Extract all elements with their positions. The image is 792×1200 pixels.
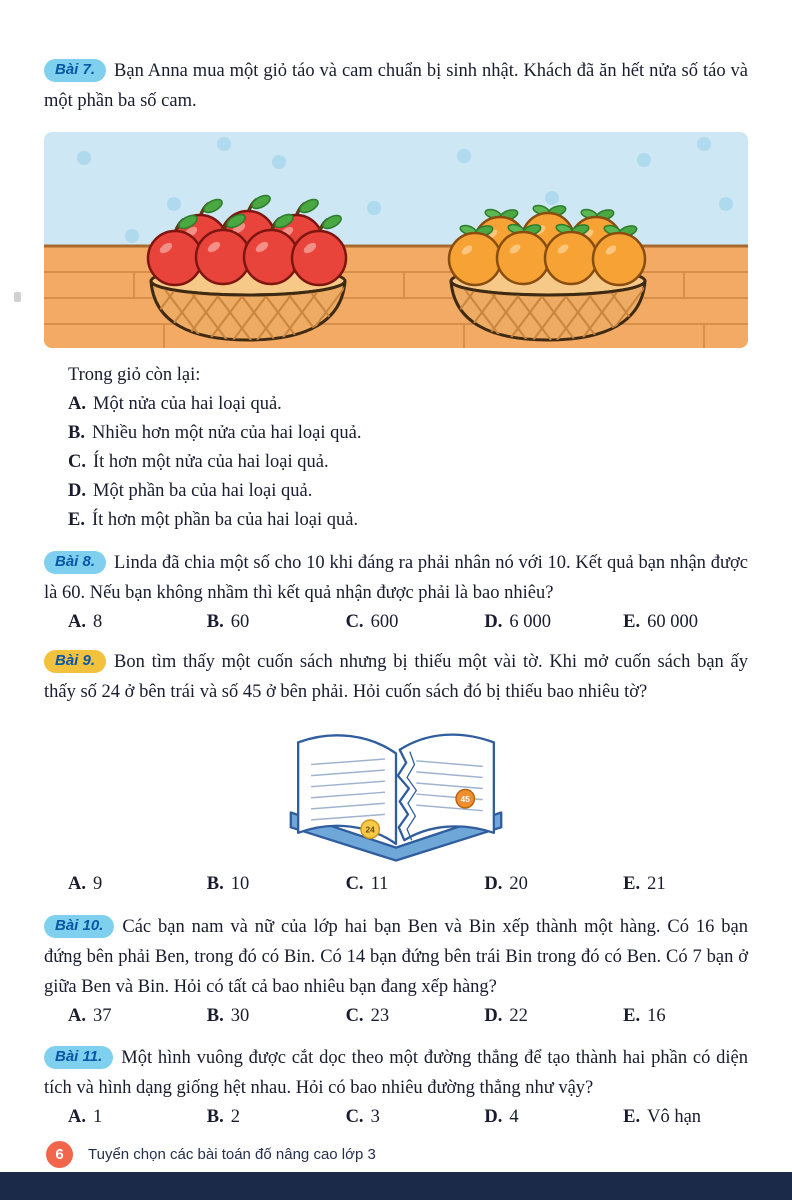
page-number-badge: 6	[46, 1141, 73, 1168]
answer-option	[346, 608, 485, 637]
option-label: B.	[206, 1006, 224, 1027]
option-value: 6 000	[509, 612, 551, 632]
option-value: 30	[230, 1006, 250, 1027]
answer-option	[207, 1103, 346, 1132]
page-number-24	[361, 820, 379, 838]
option-value: 60 000	[647, 612, 698, 632]
answer-option	[68, 608, 207, 637]
problem-statement	[44, 1043, 748, 1103]
option-value: 2	[230, 1107, 240, 1128]
answer-option	[623, 608, 748, 637]
option-value: Vô hạn	[647, 1107, 702, 1128]
problem-text: Các bạn nam và nữ của lớp hai bạn Ben và Bin xếp thành một hàng. Có 16 bạn đứng bên phải Ben, trong đó có Bin. Có 14 bạn đứng bên trái Bin trong đó có Ben. Có 7 bạn ở giữa Ben và Bin. Hỏi có tất cả bao nhiêu bạn đang xếp hàng?	[44, 917, 748, 998]
option-label: E.	[623, 612, 641, 632]
option-label: D.	[484, 612, 503, 632]
option-value: 9	[93, 874, 103, 895]
answer-option	[484, 1002, 623, 1031]
option-value: 21	[647, 874, 666, 895]
option-value: Một phần ba của hai loại quả.	[93, 481, 313, 501]
problem-badge: Bài 11.	[44, 1046, 113, 1069]
option-label: C.	[345, 1006, 364, 1027]
answer-option	[623, 1002, 748, 1031]
problem-text: Một hình vuông được cắt dọc theo một đường thẳng để tạo thành hai phần có diện tích và hình dạng giống hệt nhau. Hỏi có bao nhiêu đường thẳng như vậy?	[44, 1048, 748, 1099]
answer-option	[68, 506, 748, 535]
answer-option	[346, 1002, 485, 1031]
fruit-baskets-svg	[44, 132, 748, 348]
problem-text: Bạn Anna mua một giỏ táo và cam chuẩn bị sinh nhật. Khách đã ăn hết nửa số táo và một phần ba số cam.	[44, 61, 748, 111]
options-intro: Trong giỏ còn lại:	[68, 365, 201, 385]
option-label: D.	[484, 874, 503, 895]
problem-statement	[44, 548, 748, 608]
option-value: 16	[647, 1006, 666, 1027]
problem-11	[44, 1043, 748, 1132]
option-label: A.	[68, 874, 86, 895]
option-label: E.	[623, 874, 641, 895]
answer-option	[346, 1103, 485, 1132]
problem-text: Bon tìm thấy một cuốn sách nhưng bị thiếu một vài tờ. Khi mở cuốn sách bạn ấy thấy số 24 ở bên trái và số 45 ở bên phải. Hỏi cuốn sách đó bị thiếu bao nhiêu tờ?	[44, 652, 748, 702]
answer-option	[68, 1103, 207, 1132]
answer-options-row	[44, 1103, 748, 1132]
option-value: 37	[93, 1006, 112, 1027]
answer-option	[68, 1002, 207, 1031]
option-label: D.	[484, 1006, 503, 1027]
problem-statement	[44, 647, 748, 707]
answer-options-list	[44, 390, 748, 535]
answer-option	[484, 1103, 623, 1132]
option-label: D.	[484, 1107, 503, 1128]
answer-option	[68, 390, 748, 419]
option-label: D.	[68, 481, 86, 501]
problem-badge: Bài 8.	[44, 551, 106, 574]
print-artifact	[14, 292, 21, 302]
answer-option	[68, 448, 748, 477]
page-number-45	[456, 789, 474, 807]
svg-text:24: 24	[365, 824, 375, 835]
fruit-baskets-illustration	[44, 132, 748, 348]
problem-statement	[44, 56, 748, 116]
answer-option	[68, 419, 748, 448]
option-label: C.	[345, 874, 364, 895]
option-value: 8	[93, 612, 103, 632]
option-value: 4	[509, 1107, 519, 1128]
option-value: 20	[509, 874, 528, 895]
option-label: A.	[68, 394, 86, 414]
answer-option	[68, 870, 207, 899]
problem-badge: Bài 7.	[44, 59, 106, 82]
option-value: 60	[230, 612, 250, 632]
answer-option	[484, 608, 623, 637]
bottom-bar	[0, 1172, 792, 1200]
option-label: E.	[623, 1006, 641, 1027]
problem-7	[44, 56, 748, 535]
option-value: 10	[230, 874, 250, 895]
option-label: B.	[206, 1107, 224, 1128]
option-value: Nhiều hơn một nửa của hai loại quả.	[91, 423, 362, 443]
answer-option	[623, 870, 748, 899]
option-label: B.	[68, 423, 85, 443]
option-label: E.	[68, 510, 85, 530]
option-value: 1	[93, 1107, 103, 1128]
option-label: C.	[345, 612, 364, 632]
answer-option	[346, 870, 485, 899]
problem-text: Linda đã chia một số cho 10 khi đáng ra phải nhân nó với 10. Kết quả bạn nhận được là 60. Nếu bạn không nhầm thì kết quả nhận được phải là bao nhiêu?	[44, 553, 748, 603]
option-label: A.	[68, 612, 86, 632]
answer-option	[207, 608, 346, 637]
problem-statement	[44, 912, 748, 1002]
answer-option	[207, 1002, 346, 1031]
option-label: C.	[68, 452, 86, 472]
option-value: 22	[509, 1006, 528, 1027]
option-label: B.	[206, 874, 224, 895]
answer-options-row	[44, 1002, 748, 1031]
option-value: 11	[370, 874, 389, 895]
option-label: E.	[623, 1107, 641, 1128]
svg-text:45: 45	[460, 793, 470, 804]
option-value: 3	[370, 1107, 380, 1128]
option-label: C.	[345, 1107, 364, 1128]
page-footer	[46, 1141, 376, 1168]
problem-9	[44, 647, 748, 899]
footer-title: Tuyển chọn các bài toán đố nâng cao lớp 3	[88, 1146, 376, 1163]
answer-option	[207, 870, 346, 899]
option-value: 600	[370, 612, 399, 632]
torn-book-svg	[276, 711, 516, 866]
answer-option	[484, 870, 623, 899]
problem-10	[44, 912, 748, 1031]
problem-badge: Bài 9.	[44, 650, 106, 673]
answer-options-row	[44, 608, 748, 637]
answer-option	[623, 1103, 748, 1132]
problem-badge: Bài 10.	[44, 915, 114, 938]
torn-book-illustration	[276, 711, 516, 866]
option-label: A.	[68, 1006, 86, 1027]
option-label: B.	[206, 612, 224, 632]
answer-option	[68, 477, 748, 506]
option-value: 23	[370, 1006, 390, 1027]
answer-options-row	[44, 870, 748, 899]
option-label: A.	[68, 1107, 86, 1128]
option-value: Ít hơn một phần ba của hai loại quả.	[91, 510, 359, 530]
problem-8	[44, 548, 748, 637]
option-value: Ít hơn một nửa của hai loại quả.	[93, 452, 329, 472]
option-value: Một nửa của hai loại quả.	[93, 394, 282, 414]
